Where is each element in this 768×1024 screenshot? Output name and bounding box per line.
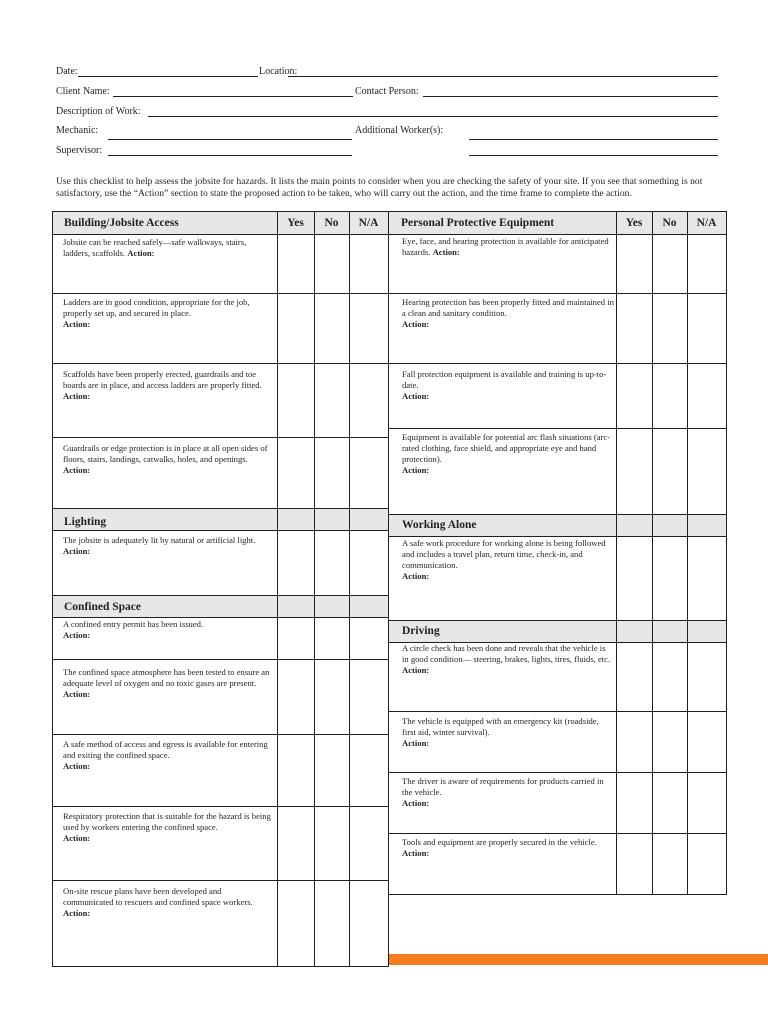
location-label: Location:	[259, 66, 298, 77]
description-label: Description of Work:	[56, 106, 141, 117]
supervisor-label: Supervisor:	[56, 145, 103, 156]
mechanic-field[interactable]	[108, 139, 352, 140]
checklist-item: Guardrails or edge protection is in place at all open sides of floors, stairs, landings, catwalks, holes, and openings. Action:	[63, 443, 268, 475]
checklist-item: A confined entry permit has been issued. Action:	[63, 619, 204, 640]
checklist-item: Hearing protection has been properly fitted and maintained in a clean and sanitary condition. Action:	[402, 297, 614, 329]
yes-column-header: Yes	[287, 217, 304, 229]
working-alone-section-title: Working Alone	[402, 519, 477, 531]
checklist-item: The driver is aware of requirements for products carried in the vehicle. Action:	[402, 776, 604, 808]
checklist-item: The vehicle is equipped with an emergency kit (roadside, first aid, winter survival). Action:	[402, 716, 599, 748]
checklist-item: Ladders are in good condition, appropriate for the job, properly set up, and secured in place. Action:	[63, 297, 250, 329]
checklist-item: The jobsite is adequately lit by natural or artificial light. Action:	[63, 535, 256, 556]
footer-accent-bar	[389, 954, 768, 965]
checklist-item: A safe work procedure for working alone is being followed and includes a travel plan, return time, check-in, and communication. Action:	[402, 538, 606, 581]
no-column-header: No	[662, 217, 677, 229]
intro-text: Use this checklist to help assess the jobsite for hazards. It lists the main points to consider when you are checking the safety of your site. If you see that something is not satisfactory, use the “Action” section to state the proposed action to be taken, who will carry out the action, and the time frame to complete the action.	[56, 175, 703, 199]
na-column-header: N/A	[696, 217, 717, 229]
checklist-item: Scaffolds have been properly erected, guardrails and toe boards are in place, and access ladders are properly fitted. Action:	[63, 369, 262, 401]
yes-column-header: Yes	[625, 217, 643, 229]
no-column-header: No	[324, 217, 339, 229]
checklist-item: Jobsite can be reached safely—safe walkways, stairs, ladders, scaffolds. Action:	[63, 237, 247, 258]
checklist-item: Eye, face, and hearing protection is available for anticipated hazards. Action:	[402, 236, 609, 257]
contact-person-label: Contact Person:	[355, 86, 419, 97]
mechanic-label: Mechanic:	[56, 125, 99, 136]
na-column-header: N/A	[358, 217, 379, 229]
date-field[interactable]	[78, 76, 258, 77]
date-label: Date:	[56, 66, 78, 77]
client-name-field[interactable]	[113, 96, 353, 97]
ppe-section-title: Personal Protective Equipment	[401, 217, 555, 229]
additional-workers-label: Additional Worker(s):	[355, 125, 444, 136]
checklist-item: A safe method of access and egress is available for entering and exiting the confined space. Action:	[63, 739, 268, 771]
left-checklist-table	[52, 211, 389, 967]
checklist-item: A circle check has been done and reveals that the vehicle is in good condition— steering, brakes, lights, tires, fluids, etc. Action:	[402, 643, 611, 675]
building-section-title: Building/Jobsite Access	[64, 217, 179, 229]
additional-workers-field[interactable]	[469, 139, 718, 140]
checklist-item: Fall protection equipment is available and training is up-to-date. Action:	[402, 369, 607, 401]
description-field[interactable]	[148, 116, 718, 117]
driving-section-title: Driving	[402, 625, 440, 637]
confined-space-section-title: Confined Space	[64, 601, 141, 613]
checklist-item: On-site rescue plans have been developed and communicated to rescuers and confined space workers. Action:	[63, 886, 253, 918]
checklist-item: The confined space atmosphere has been tested to ensure an adequate level of oxygen and no toxic gases are present. Action:	[63, 667, 270, 699]
checklist-item: Respiratory protection that is suitable for the hazard is being used by workers entering the confined space. Action:	[63, 811, 271, 843]
checklist-item: Equipment is available for potential arc flash situations (arc-rated clothing, face shield, and appropriate eye and hand protection). Action:	[402, 432, 611, 475]
right-checklist-table	[388, 211, 727, 895]
supervisor-field[interactable]	[108, 155, 352, 156]
contact-person-field[interactable]	[423, 96, 718, 97]
client-name-label: Client Name:	[56, 86, 110, 97]
additional-workers-field-2[interactable]	[469, 155, 718, 156]
location-field[interactable]	[288, 76, 718, 77]
checklist-item: Tools and equipment are properly secured in the vehicle. Action:	[402, 837, 597, 858]
lighting-section-title: Lighting	[64, 516, 107, 528]
